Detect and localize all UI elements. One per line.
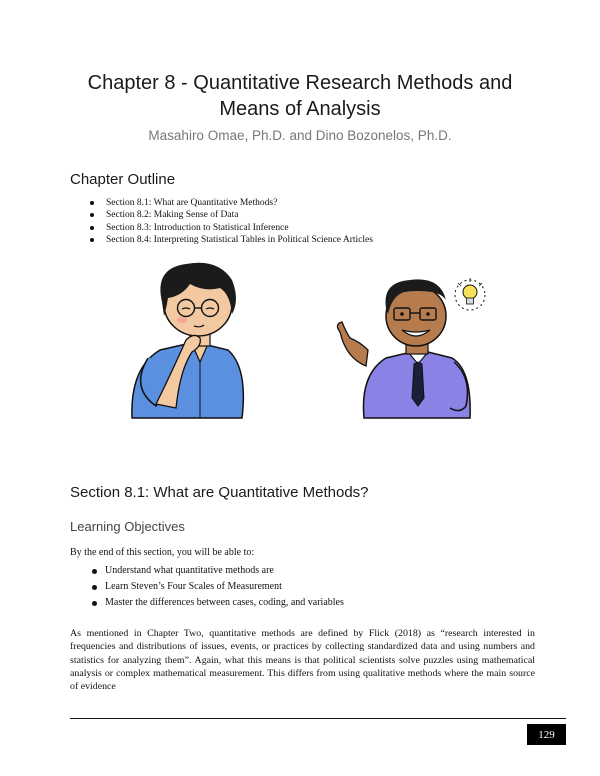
chapter-title-line-2: Means of Analysis [219, 98, 381, 120]
outline-item: Section 8.1: What are Quantitative Methods? [88, 197, 373, 209]
thinking-student-figure [132, 263, 244, 418]
outline-item: Section 8.3: Introduction to Statistical Inference [88, 222, 373, 234]
learning-objectives-list [92, 563, 344, 611]
chapter-authors: Masahiro Omae, Ph.D. and Dino Bozonelos, Ph.D. [148, 128, 452, 143]
professor-figure [337, 279, 470, 418]
page-number: 129 [527, 724, 566, 745]
outline-item: Section 8.4: Interpreting Statistical Tables in Political Science Articles [88, 234, 373, 246]
footer-rule [70, 718, 566, 719]
outline-heading: Chapter Outline [70, 171, 176, 188]
body-paragraph: As mentioned in Chapter Two, quantitative methods are defined by Flick (2018) as “research interested in frequencies and distributions of issues, events, or practices by collecting standardized data and using numbers and statistics for analyzing them”. Again, what this means is that political scientists solve puzzles using mathematical analysis or complex mathematical measurement. This differs from using qualitative methods where the main source of evidence [70, 628, 535, 693]
objective-item: Learn Steven’s Four Scales of Measurement [92, 579, 344, 595]
outline-list [88, 197, 373, 246]
chapter-title [60, 70, 540, 122]
cartoon-illustration [120, 258, 500, 428]
outline-item: Section 8.2: Making Sense of Data [88, 209, 373, 221]
learning-objectives-heading: Learning Objectives [70, 519, 185, 534]
objective-item: Master the differences between cases, coding, and variables [92, 595, 344, 611]
objective-item: Understand what quantitative methods are [92, 563, 344, 579]
objectives-intro: By the end of this section, you will be able to: [70, 547, 255, 558]
chapter-title-line-1: Chapter 8 - Quantitative Research Methods and [87, 72, 513, 94]
lightbulb-icon [455, 278, 485, 310]
section-heading: Section 8.1: What are Quantitative Methods? [70, 484, 369, 501]
